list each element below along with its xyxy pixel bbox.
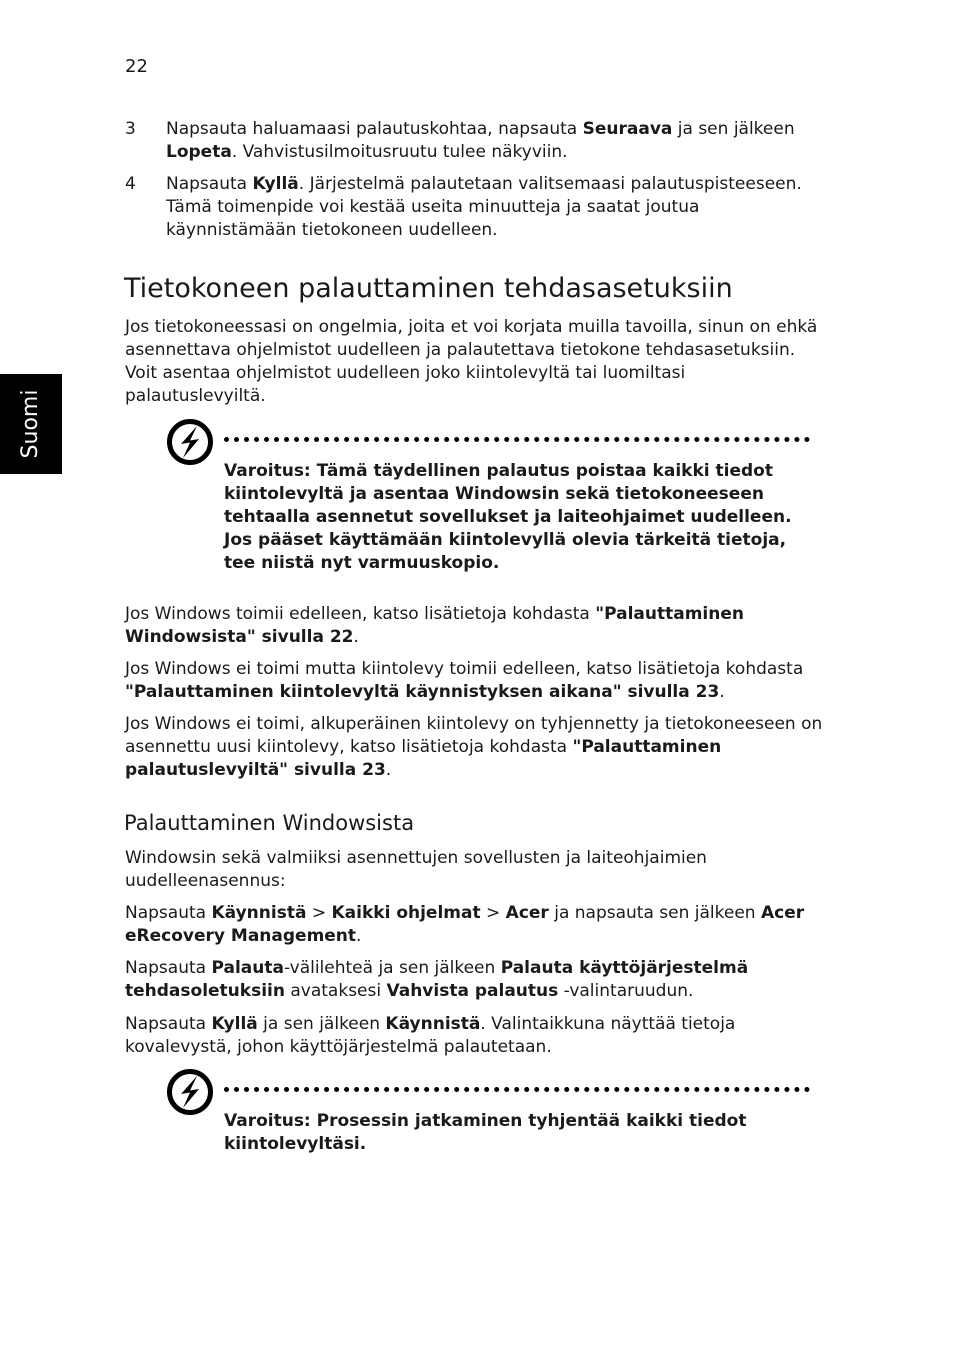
text-run: . Järjestelmä palautetaan valitsemaasi palautuspisteeseen. Tämä toimenpide voi kestää useita minuutteja ja saatat joutua käynnistämään tietokoneen uudelleen. (166, 174, 802, 240)
paragraph (125, 957, 825, 1003)
text-run: > (306, 903, 332, 923)
section-heading: Tietokoneen palauttaminen tehdasasetuksiin (124, 273, 733, 304)
step-number: 3 (125, 119, 136, 139)
paragraph (125, 1013, 825, 1059)
text-run: Jos Windows ei toimi, alkuperäinen kiintolevy on tyhjennetty ja tietokoneeseen on asennettu uusi kiintolevy, katso lisätietoja kohdasta (125, 714, 823, 757)
side-tab-label: Suomi (18, 389, 43, 459)
warning-icon (166, 418, 214, 466)
text-run: ja sen jälkeen (257, 1014, 386, 1034)
warning-icon (166, 1068, 214, 1116)
bold-term: Palauta käyttöjärjestelmä tehdasoletuksiin (125, 958, 749, 1001)
text-run: . (719, 682, 725, 702)
text-run: Jos Windows ei toimi mutta kiintolevy toimii edelleen, katso lisätietoja kohdasta (125, 659, 804, 679)
bold-term: Acer (505, 903, 549, 923)
text-run: Napsauta haluamaasi palautuskohtaa, napsauta (166, 119, 583, 139)
bold-term: "Palauttaminen kiintolevyltä käynnistyksen aikana" sivulla 23 (125, 682, 720, 702)
paragraph (125, 902, 825, 948)
bold-term: Seuraava (582, 119, 673, 139)
bold-term: Käynnistä (385, 1014, 481, 1034)
bold-term: Vahvista palautus (386, 981, 559, 1001)
text-run: . Vahvistusilmoitusruutu tulee näkyviin. (231, 142, 568, 162)
bold-term: "Palauttaminen Windowsista" sivulla 22 (125, 604, 744, 647)
text-run: Napsauta (125, 1014, 212, 1034)
step-number: 4 (125, 174, 136, 194)
page-number: 22 (125, 56, 148, 77)
bold-term: Acer eRecovery Management (125, 903, 805, 946)
paragraph (125, 847, 825, 893)
warning-divider (224, 1087, 810, 1092)
text-run: . (353, 627, 359, 647)
intro-paragraph: Jos tietokoneessasi on ongelmia, joita et voi korjata muilla tavoilla, sinun on ehkä asennettava ohjelmistot uudelleen ja palautettava tietokone tehdasasetuksiin. Voit asentaa ohjelmistot uudelleen joko kiintolevyltä tai luomiltasi palautuslevyiltä. (125, 317, 818, 406)
text-run: Napsauta (125, 903, 212, 923)
text-run: -valintaruudun. (558, 981, 694, 1001)
warning-text: Varoitus: Tämä täydellinen palautus poistaa kaikki tiedot kiintolevyltä ja asentaa Windowsin sekä tietokoneeseen tehtaalla asennetut sovellukset ja laiteohjaimet uudelleen. Jos pääset käyttämään kiintolevyllä olevia tärkeitä tietoja, tee niistä nyt varmuuskopio. (224, 461, 792, 573)
text-run: avataksesi (284, 981, 387, 1001)
bold-term: Lopeta (166, 142, 232, 162)
bold-term: Kyllä (211, 1014, 258, 1034)
text-run: . Valintaikkuna näyttää tietoja kovalevystä, johon käyttöjärjestelmä palautetaan. (125, 1014, 736, 1057)
text-run: -välilehteä ja sen jälkeen (283, 958, 501, 978)
bold-term: Kyllä (252, 174, 299, 194)
paragraph (125, 603, 825, 649)
paragraph (125, 713, 825, 782)
text-run: . (356, 926, 362, 946)
bold-term: Palauta (211, 958, 284, 978)
bold-term: Käynnistä (211, 903, 307, 923)
text-run: Windowsin sekä valmiiksi asennettujen sovellusten ja laiteohjaimien uudelleenasennus: (125, 848, 707, 891)
bold-term: "Palauttaminen palautuslevyiltä" sivulla 23 (125, 737, 722, 780)
paragraph (125, 658, 825, 704)
subsection-heading: Palauttaminen Windowsista (124, 811, 415, 835)
step-text (166, 173, 826, 242)
text-run: Jos Windows toimii edelleen, katso lisätietoja kohdasta (125, 604, 596, 624)
text-run: > (480, 903, 506, 923)
step-text (166, 118, 826, 164)
text-run: Napsauta (125, 958, 212, 978)
text-run: Napsauta (166, 174, 253, 194)
language-side-tab (0, 374, 62, 474)
text-run: ja sen jälkeen (672, 119, 795, 139)
warning-divider (224, 437, 810, 442)
warning-text: Varoitus: Prosessin jatkaminen tyhjentää kaikki tiedot kiintolevyltäsi. (224, 1111, 747, 1154)
text-run: ja napsauta sen jälkeen (548, 903, 761, 923)
text-run: . (385, 760, 392, 780)
bold-term: Kaikki ohjelmat (331, 903, 481, 923)
